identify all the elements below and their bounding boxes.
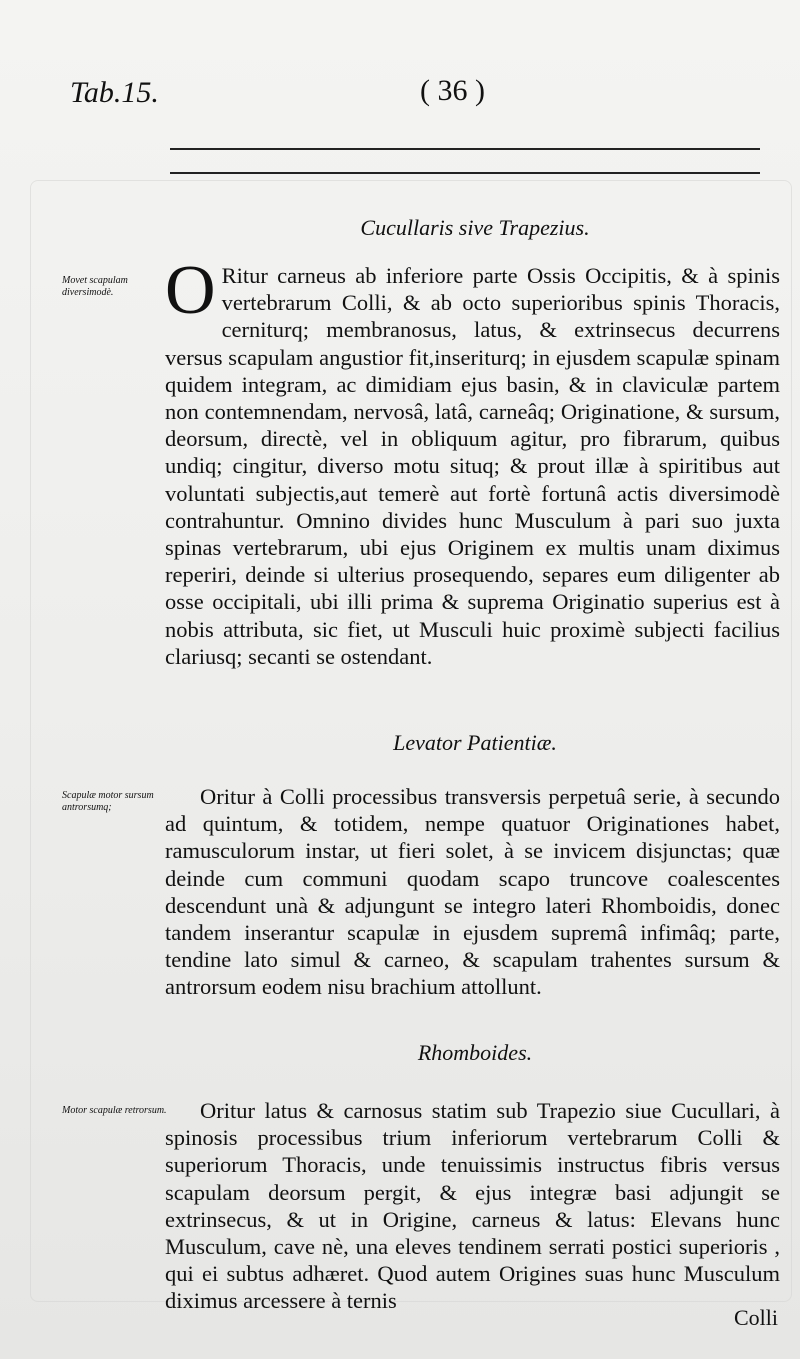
section-body-text: Ritur carneus ab inferiore parte Ossis Occipitis, & à spinis vertebrarum Colli, & ab octo superioribus spinis Thoracis, cerniturq; membranosus, latus, & extrinsecus decurrens versus scapulam angustior fit,inseriturq; in ejusdem scapulæ spinam quidem integram, ac dimidiam ejus basin, & in claviculæ partem non contemnendam, nervosâ, latâ, carneâq; Originatione, & sursum, deorsum, directè, vel in obliquum agitur, pro fibrarum, quibus undiq; cingitur, diverso motu situq; & prout illæ à spiritibus aut voluntati subjectis,aut temerè aut fortè fortunâ actis diversimodè contrahuntur. Omnino divides hunc Musculum à pari suo juxta spinas vertebrarum, ubi ejus Originem ex multis unam diximus reperiri, deinde si ulterius prosequendo, separes eum diligenter ab osse occipitali, ubi illi prima & suprema Originatio superius est à nobis attributa, sic fiet, ut Musculi huic proximè subjecti facilius clariusq; secanti se ostendant. — [165, 263, 780, 669]
section-rhomboides — [0, 1040, 800, 1066]
margin-note: Movet scapulam diversimodè. — [62, 275, 128, 298]
margin-note: Motor scapulæ retrorsum. — [62, 1105, 167, 1116]
section-body — [165, 252, 780, 670]
catchword: Colli — [733, 1305, 778, 1330]
header-rule-bottom — [170, 172, 760, 174]
page-number: ( 36 ) — [420, 74, 485, 107]
section-body: Oritur à Colli processibus transversis perpetuâ serie, à secundo ad quintum, & totidem, nempe quatuor Originationes habet, ramusculorum instar, ut fieri solet, à se invicem disjunctas; quæ deinde cum communi quodam scapo truncove coalescentes descendunt unà & adjungunt se integro lateri Rhomboidis, donec tandem inserantur scapulæ in ejusdem supremâ infimâq; parte, tendine lato simul & carneo, & scapulam trahentes sursum & antrorsum eodem nisu brachium attollunt. — [165, 784, 780, 1000]
page-header — [0, 70, 800, 110]
header-rule-top — [170, 148, 760, 150]
section-title: Rhomboides. — [417, 1040, 533, 1065]
section-title: Levator Patientiæ. — [393, 730, 557, 755]
margin-note: Scapulæ motor sursum antrorsumq; — [62, 790, 154, 813]
section-body: Oritur latus & carnosus statim sub Trapezio siue Cucullari, à spinosis processibus trium inferiorum vertebrarum Colli & superiorum Thoracis, unde tenuissimis instructus fibris versus scapulam deorsum pergit, & ejus integræ basi adjungit se extrinsecus, & ut in Origine, carneus & latus: Elevans hunc Musculum, cave nè, una eleves tendinem serrati postici superioris , qui ei subtus adhæret. Quod autem Origines suas hunc Musculum diximus arcessere à ternis — [165, 1098, 780, 1314]
section-levator — [0, 730, 800, 756]
section-title: Cucullaris sive Trapezius. — [360, 215, 590, 240]
drop-cap: O — [165, 252, 216, 329]
tab-label: Tab.15. — [70, 76, 159, 109]
section-cucullaris — [0, 215, 800, 241]
